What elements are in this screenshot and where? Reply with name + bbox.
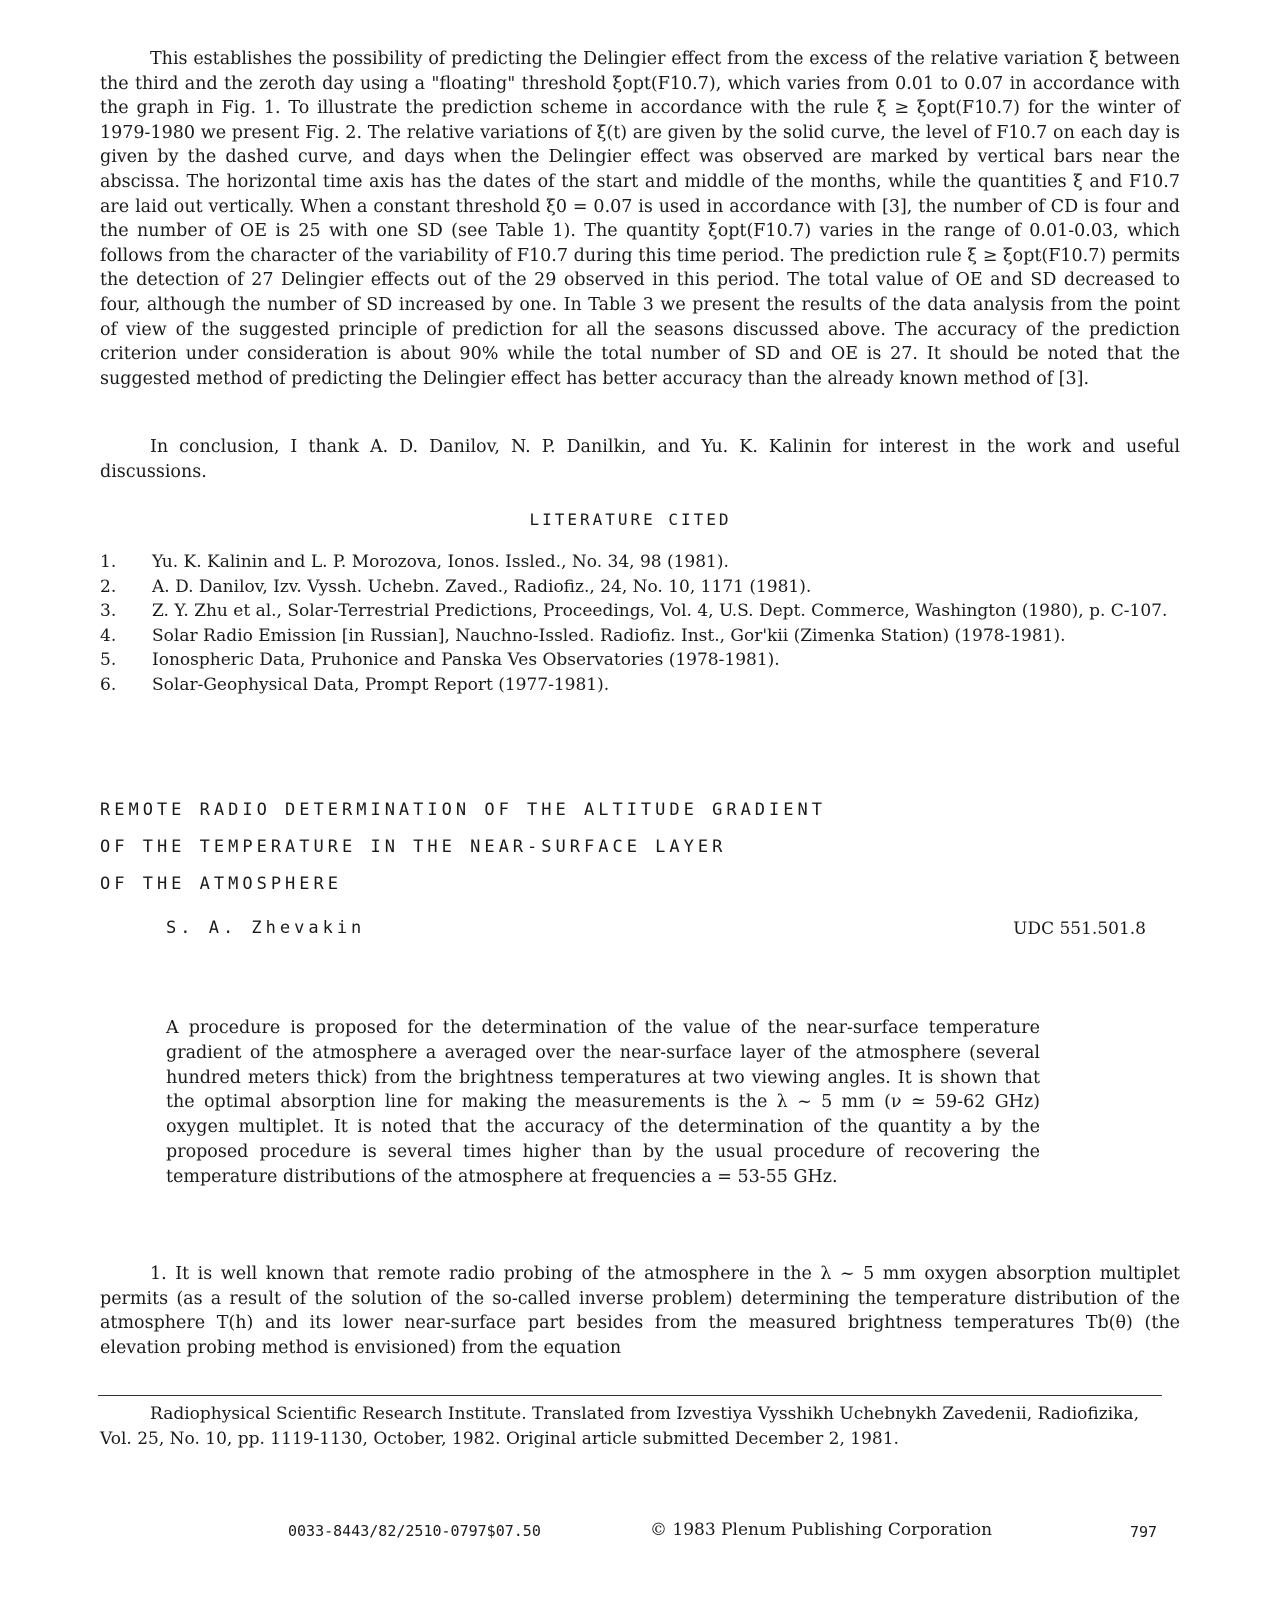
reference-number: 3. — [100, 601, 117, 622]
article-title-line: REMOTE RADIO DETERMINATION OF THE ALTITUDE GRADIENT — [100, 800, 826, 820]
reference-text: Z. Y. Zhu et al., Solar-Terrestrial Predictions, Proceedings, Vol. 4, U.S. Dept. Commerce, Washington (1980), p. C-107. — [152, 601, 1168, 622]
section-1-paragraph — [100, 1262, 1180, 1360]
author-name: S. A. Zhevakin — [166, 918, 366, 938]
paragraph-acknowledgment-text: In conclusion, I thank A. D. Danilov, N. P. Danilkin, and Yu. K. Kalinin for interest in the work and useful discussions. — [100, 437, 1180, 482]
section-1-text: 1. It is well known that remote radio probing of the atmosphere in the λ ~ 5 mm oxygen absorption multiplet permits (as a result of the solution of the so-called inverse problem) determining the temperature distribution of the atmosphere T(h) and its lower near-surface part besides from the measured brightness temperatures Tb(θ) (the elevation probing method is envisioned) from the equation — [100, 1264, 1180, 1358]
page-number: 797 — [1130, 1523, 1158, 1541]
reference-text: Solar-Geophysical Data, Prompt Report (1977-1981). — [152, 674, 610, 695]
reference-item — [100, 599, 1180, 624]
footnote: Radiophysical Scientific Research Institute. Translated from Izvestiya Vysshikh Uchebnykh Zavedenii, Radiofizika, Vol. 25, No. 10, pp. 1119-1130, October, 1982. Original article submitted December 2, 1981. — [100, 1404, 1139, 1449]
reference-number: 5. — [100, 650, 117, 671]
copyright-notice: © 1983 Plenum Publishing Corporation — [650, 1520, 993, 1540]
reference-text: Ionospheric Data, Pruhonice and Panska Ves Observatories (1978-1981). — [152, 650, 780, 671]
literature-heading: LITERATURE CITED — [529, 510, 732, 529]
paragraph-prediction-text: This establishes the possibility of predicting the Delingier effect from the excess of the relative variation ξ between the third and the zeroth day using a "floating" threshold ξopt(F10.7), which varies from 0.01 to 0.07 in accordance with the graph in Fig. 1. To illustrate the prediction scheme in accordance with the rule ξ ≥ ξopt(F10.7) for the winter of 1979-1980 we present Fig. 2. The relative variations of ξ(t) are given by the solid curve, the level of F10.7 on each day is given by the dashed curve, and days when the Delingier effect was observed are marked by vertical bars near the abscissa. The horizontal time axis has the dates of the start and middle of the months, while the quantities ξ and F10.7 are laid out vertically. When a constant threshold ξ0 = 0.07 is used in accordance with [3], the number of CD is four and the number of OE is 25 with one SD (see Table 1). The quantity ξopt(F10.7) varies in the range of 0.01-0.03, which follows from the character of the variability of F10.7 during this time period. The prediction rule ξ ≥ ξopt(F10.7) permits the detection of 27 Delingier effects out of the 29 observed in this period. The total value of OE and SD decreased to four, although the number of SD increased by one. In Table 3 we present the results of the data analysis from the point of view of the suggested principle of prediction for all the seasons discussed above. The accuracy of the prediction criterion under consideration is about 90% while the total number of SD and OE is 27. It should be noted that the suggested method of predicting the Delingier effect has better accuracy than the already known method of [3]. — [100, 49, 1180, 389]
footnote-divider — [98, 1395, 1162, 1396]
paragraph-prediction — [100, 47, 1180, 391]
reference-item — [100, 575, 1180, 600]
abstract — [166, 1016, 1040, 1190]
article-title-line: OF THE ATMOSPHERE — [100, 874, 342, 894]
article-title-line: OF THE TEMPERATURE IN THE NEAR-SURFACE LAYER — [100, 837, 727, 857]
reference-item — [100, 550, 1180, 575]
reference-number: 4. — [100, 625, 117, 646]
reference-item — [100, 648, 1180, 673]
publication-code: 0033-8443/82/2510-0797$07.50 — [288, 1522, 541, 1540]
paragraph-acknowledgment — [100, 435, 1180, 484]
article-title — [100, 792, 826, 903]
abstract-text: A procedure is proposed for the determination of the value of the near-surface temperature gradient of the atmosphere a averaged over the near-surface layer of the atmosphere (several hundred meters thick) from the brightness temperatures at two viewing angles. It is shown that the optimal absorption line for making the measurements is the λ ~ 5 mm (ν ≃ 59-62 GHz) oxygen multiplet. It is noted that the accuracy of the determination of the quantity a by the proposed procedure is several times higher than by the usual procedure of recovering the temperature distributions of the atmosphere at frequencies a = 53-55 GHz. — [166, 1018, 1040, 1187]
reference-item — [100, 673, 1180, 698]
reference-text: Yu. K. Kalinin and L. P. Morozova, Ionos. Issled., No. 34, 98 (1981). — [152, 552, 729, 572]
reference-list — [100, 550, 1180, 698]
reference-text: Solar Radio Emission [in Russian], Nauchno-Issled. Radiofiz. Inst., Gor'kii (Zimenka Station) (1978-1981). — [152, 625, 1066, 646]
reference-text: A. D. Danilov, Izv. Vyssh. Uchebn. Zaved., Radiofiz., 24, No. 10, 1171 (1981). — [152, 576, 812, 597]
udc-code: UDC 551.501.8 — [1013, 919, 1146, 939]
reference-number: 6. — [100, 674, 117, 695]
reference-item — [100, 624, 1180, 649]
reference-number: 1. — [100, 552, 117, 572]
reference-number: 2. — [100, 576, 117, 597]
